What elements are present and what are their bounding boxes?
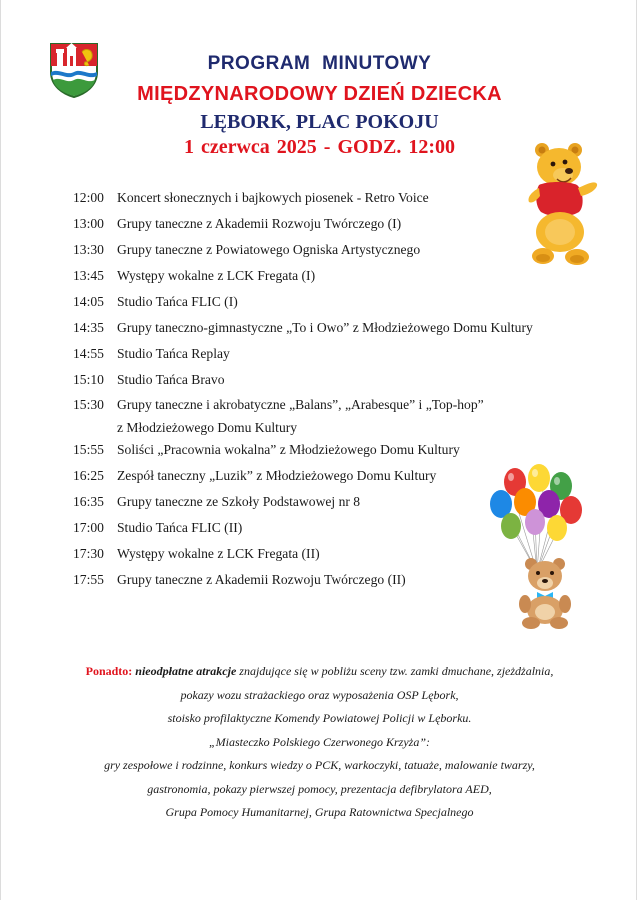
schedule-time: 15:30 bbox=[73, 397, 104, 412]
schedule-description: Studio Tańca Bravo bbox=[117, 372, 225, 387]
schedule-description: Studio Tańca Replay bbox=[117, 346, 230, 361]
schedule-time: 13:45 bbox=[73, 268, 104, 283]
attractions-line-7: Grupa Pomocy Humanitarnej, Grupa Ratownictwa Specjalnego bbox=[165, 805, 474, 819]
schedule-row bbox=[73, 214, 543, 240]
schedule-row bbox=[73, 188, 543, 214]
schedule-time: 15:55 bbox=[73, 442, 104, 457]
attractions-line-6: gastronomia, pokazy pierwszej pomocy, prezentacja defibrylatora AED, bbox=[147, 781, 492, 796]
program-title: PROGRAM MINUTOWY bbox=[207, 53, 432, 74]
balloons-teddy-bear-illustration bbox=[485, 460, 585, 630]
schedule-description: Zespół taneczny „Luzik” z Młodzieżowego Domu Kultury bbox=[117, 468, 437, 483]
schedule-description: Studio Tańca FLIC (I) bbox=[117, 294, 238, 309]
schedule-time: 17:30 bbox=[73, 546, 104, 561]
schedule-time: 16:25 bbox=[73, 468, 104, 483]
schedule-row bbox=[73, 318, 543, 344]
schedule-row bbox=[73, 492, 543, 518]
attractions-lead: Ponadto: bbox=[85, 664, 133, 678]
schedule-row bbox=[73, 370, 543, 396]
event-title: MIĘDZYNARODOWY DZIEŃ DZIECKA bbox=[137, 83, 502, 105]
schedule-row bbox=[73, 440, 543, 466]
schedule-time: 17:00 bbox=[73, 520, 104, 535]
attractions-line-4: „Miasteczko Polskiego Czerwonego Krzyża”: bbox=[209, 734, 430, 749]
attractions-line-5: gry zespołowe i rodzinne, konkurs wiedzy o PCK, warkoczyki, tatuaże, malowanie twarzy, bbox=[104, 758, 535, 772]
schedule-time: 15:10 bbox=[73, 372, 104, 387]
schedule-time: 14:05 bbox=[73, 294, 104, 309]
schedule-time: 17:55 bbox=[73, 572, 104, 587]
schedule-description: Grupy taneczne z Powiatowego Ogniska Artystycznego bbox=[117, 242, 421, 257]
schedule-description: Występy wokalne z LCK Fregata (II) bbox=[117, 546, 320, 561]
additional-attractions bbox=[21, 660, 618, 825]
schedule-row bbox=[73, 466, 543, 492]
attractions-line-1: znajdujące się w pobliżu sceny tzw. zamki dmuchane, zjeżdżalnia, bbox=[236, 664, 554, 678]
schedule-description: Występy wokalne z LCK Fregata (I) bbox=[117, 268, 316, 283]
schedule-time: 14:35 bbox=[73, 320, 104, 335]
attractions-line-3: stoisko profilaktyczne Komendy Powiatowej Policji w Lęborku. bbox=[167, 711, 472, 725]
schedule-time: 16:35 bbox=[73, 494, 104, 509]
schedule-row bbox=[73, 394, 543, 440]
schedule-row bbox=[73, 344, 543, 370]
schedule-description: Grupy taneczne z Akademii Rozwoju Twórczego (II) bbox=[117, 572, 406, 587]
event-date: 1 czerwca 2025 - GODZ. 12:00 bbox=[183, 136, 456, 158]
schedule-row bbox=[73, 544, 543, 570]
schedule-description: Soliści „Pracownia wokalna” z Młodzieżowego Domu Kultury bbox=[117, 442, 460, 457]
schedule-time: 14:55 bbox=[73, 346, 104, 361]
schedule-row bbox=[73, 570, 543, 596]
schedule-row bbox=[73, 518, 543, 544]
schedule-row bbox=[73, 240, 543, 266]
attractions-line-2: pokazy wozu strażackiego oraz wyposażenia OSP Lębork, bbox=[180, 687, 459, 702]
schedule-time: 13:30 bbox=[73, 242, 104, 257]
attractions-line bbox=[21, 660, 618, 684]
event-location: LĘBORK, PLAC POKOJU bbox=[200, 111, 439, 133]
schedule-description: Studio Tańca FLIC (II) bbox=[117, 520, 243, 535]
schedule-row bbox=[73, 266, 543, 292]
schedule-time: 12:00 bbox=[73, 190, 104, 205]
schedule-description: Grupy taneczne i akrobatyczne „Balans”, „Arabesque” i „Top-hop” z Młodzieżowego Domu Kultury bbox=[117, 397, 484, 435]
schedule-list bbox=[73, 188, 543, 596]
schedule-time: 13:00 bbox=[73, 216, 104, 231]
schedule-row bbox=[73, 292, 543, 318]
schedule-description: Grupy taneczne ze Szkoły Podstawowej nr 8 bbox=[117, 494, 361, 509]
schedule-description: Grupy taneczno-gimnastyczne „To i Owo” z Młodzieżowego Domu Kultury bbox=[117, 320, 533, 335]
schedule-description: Grupy taneczne z Akademii Rozwoju Twórczego (I) bbox=[117, 216, 402, 231]
schedule-description: Koncert słonecznych i bajkowych piosenek - Retro Voice bbox=[117, 190, 429, 205]
attractions-emphasis: nieodpłatne atrakcje bbox=[135, 664, 237, 678]
